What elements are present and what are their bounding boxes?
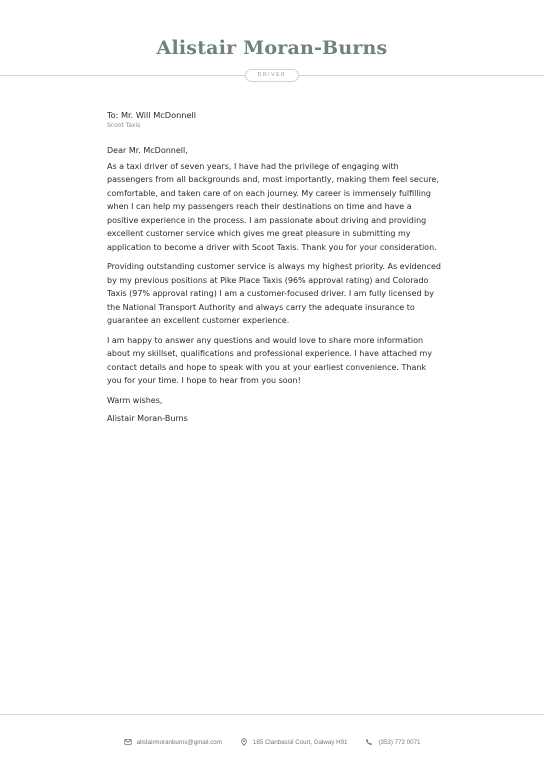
- footer-divider: [0, 714, 544, 715]
- signature: Alistair Moran-Burns: [107, 414, 188, 423]
- recipient-company: Scoot Taxis: [107, 122, 141, 129]
- footer-phone[interactable]: [365, 738, 420, 746]
- applicant-name: Alistair Moran-Burns: [156, 37, 388, 59]
- letter-header: [0, 0, 544, 90]
- body-paragraph-1: As a taxi driver of seven years, I have had the privilege of engaging with passengers from all backgrounds and, most importantly, making them feel secure, comfortable, and taken care of on each journey. My career is immensely fulfilling when I can help my passengers reach their destinations on time and have a positive experience in the process. I am passionate about driving and providing excellent customer service which gives me great pleasure in submitting my application to become a driver with Scoot Taxis. Thank you for your consideration.: [107, 161, 439, 252]
- footer-email[interactable]: [124, 738, 222, 746]
- email-text: alistairmoranburns@gmail.com: [136, 738, 222, 746]
- closing: Warm wishes,: [107, 395, 163, 405]
- letter-body: [107, 109, 443, 426]
- body-paragraph-3: I am happy to answer any questions and would love to share more information about my skillset, qualifications and professional experience. I have attached my contact details and hope to speak with you at your earliest convenience. Thank you for your time. I hope to hear from you soon!: [107, 335, 433, 385]
- body-paragraph-2: Providing outstanding customer service is always my highest priority. As evidenced by my previous positions at Pike Place Taxis (96% approval rating) and Colorado Taxis (97% approval rating) I am a customer-focused driver. I am fully licensed by the National Transport Authority and always carry the adequate insurance to guarantee an excellent customer experience.: [107, 262, 441, 325]
- address-text: 185 Clanbassil Court, Galway H91: [252, 738, 348, 746]
- salutation: Dear Mr. McDonnell,: [107, 146, 188, 155]
- role-badge: DRIVER: [245, 69, 299, 82]
- envelope-icon: [124, 738, 132, 746]
- phone-icon: [365, 738, 373, 746]
- footer-address: [240, 738, 348, 746]
- contact-footer: [0, 735, 544, 749]
- recipient-line: To: Mr. Will McDonnell: [107, 110, 197, 120]
- phone-text: (353) 772 0071: [378, 738, 421, 746]
- map-pin-icon: [240, 738, 248, 746]
